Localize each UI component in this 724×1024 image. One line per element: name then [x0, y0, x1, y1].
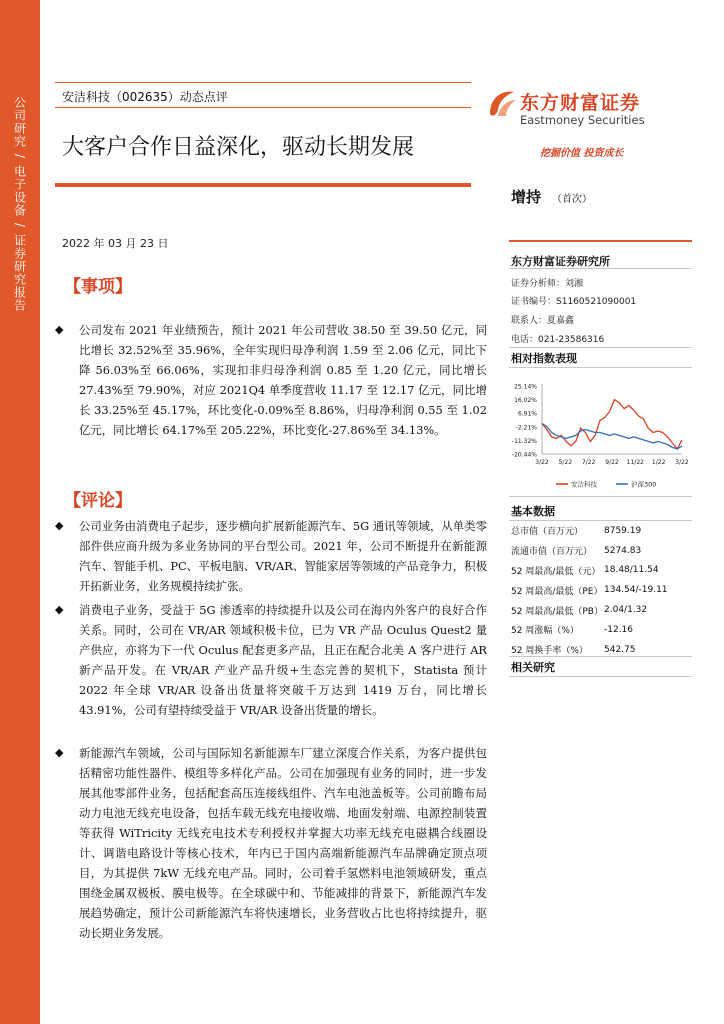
eastmoney-logo-icon [486, 86, 518, 120]
rating-value: 增持 [511, 188, 542, 206]
y-tick-label: 6.91% [517, 410, 537, 418]
divider [509, 367, 692, 368]
key-data-row [511, 620, 692, 640]
sidebar-part: 电子设备 [12, 165, 27, 218]
y-tick-label: 16.02% [514, 397, 537, 405]
key-data-value: 542.75 [604, 644, 636, 655]
relative-performance-chart [506, 376, 692, 494]
key-data-table [511, 521, 692, 660]
rating-rule [509, 240, 692, 242]
brand-name-en: Eastmoney Securities [520, 113, 645, 127]
key-data-value: 134.54/-19.11 [604, 585, 668, 596]
x-tick-label: 11/22 [626, 459, 644, 466]
sidebar-separator: / [13, 154, 27, 160]
x-tick-label: 5/22 [558, 459, 573, 466]
sidebar-part: 公司研究 [12, 96, 27, 148]
key-data-label: 52 周最高/最低（PB） [511, 606, 603, 617]
series-line-index [542, 424, 682, 449]
key-data-label: 52 周最高/最低（元） [511, 566, 601, 577]
key-data-label: 流通市值（百万元） [511, 547, 593, 558]
key-data-label: 52 周最高/最低（PE） [511, 586, 603, 597]
series-line-stock [542, 400, 682, 449]
key-data-row [511, 580, 692, 600]
x-tick-label: 7/22 [581, 459, 596, 466]
report-type: 安洁科技（002635）动态点评 [62, 90, 228, 104]
page-title: 大客户合作日益深化，驱动长期发展 [62, 135, 415, 160]
bullet-icon: ◆ [55, 519, 64, 532]
bullet-icon: ◆ [55, 603, 64, 616]
divider [509, 676, 692, 677]
sidebar-bar [0, 0, 40, 1024]
brand-slogan: 挖掘价值 投资成长 [540, 148, 624, 159]
key-data-value: 2.04/1.32 [604, 605, 648, 616]
title-rule [55, 183, 471, 187]
y-tick-label: -11.32% [511, 437, 537, 445]
institute-name: 东方财富证券研究所 [511, 255, 610, 268]
key-data-label: 总市值（百万元） [511, 527, 584, 538]
paragraph: 公司业务由消费电子起步，逐步横向扩展新能源汽车、5G 通讯等领域，从单类零部件供应商升级为多业务协同的平台型公司。2021 年，公司不断提升在新能源汽车、智能手机、PC、平板电脑、VR/AR、智能家居等领域的产品竞争力，积极开拓新业务，业务规模持续扩张。 [79, 519, 487, 593]
report-date: 2022 年 03 月 23 日 [62, 237, 169, 250]
rating-note: （首次） [552, 194, 592, 205]
related-research-heading: 相关研究 [511, 661, 555, 674]
key-data-row [511, 521, 692, 541]
key-data-label: 52 周换手率（%） [511, 646, 588, 657]
x-tick-label: 1/22 [651, 459, 666, 466]
certificate-number: 证书编号：S1160521090001 [511, 297, 637, 307]
contact-phone: 电话：021-23586316 [511, 335, 605, 345]
key-data-value: 8759.19 [604, 525, 642, 536]
analyst-name: 证券分析师：刘湘 [511, 279, 584, 289]
contact-person: 联系人：夏嘉鑫 [511, 316, 575, 326]
key-data-heading: 基本数据 [511, 505, 555, 518]
key-data-label: 52 周涨幅（%） [511, 626, 579, 637]
key-data-row [511, 600, 692, 620]
bullet-icon: ◆ [55, 746, 64, 759]
x-tick-label: 3/22 [675, 459, 689, 466]
paragraph: 新能源汽车领域，公司与国际知名新能源车厂建立深度合作关系，为客户提供包括精密功能性器件、模组等多样化产品。公司在加强现有业务的同时，进一步发展其他零部件业务，包括配套高压连接线组件、汽车电池盖板等。公司前瞻布局动力电池无线充电设备，包括车载无线充电接收端、地面发射端、电源控制装置等获得 WiTricity 无线充电技术专利授权并掌握大功率无线充电磁耦合线圈设计、调谐电路设计等核心技术，年内已于国内高端新能源汽车品牌确定顶点项目，为其提供 7kW 无线充电产品。同时，公司着手氢燃料电池领域研发，重点围绕金属双极板、膜电极等。在全球碳中和、节能减排的背景下，新能源汽车发展趋势确定，预计公司新能源汽车将快速增长，业务营收占比也将持续提升，驱动长期业务发展。 [79, 746, 487, 940]
key-data-value: 18.48/11.54 [604, 565, 659, 576]
legend-label: 沪深300 [631, 480, 657, 489]
key-data-value: 5274.83 [604, 545, 642, 556]
x-tick-label: 3/22 [535, 459, 549, 466]
key-data-value: -12.16 [604, 624, 634, 635]
x-tick-label: 9/22 [605, 459, 619, 466]
paragraph: 消费电子业务，受益于 5G 渗透率的持续提升以及公司在海内外客户的良好合作关系。同时，公司在 VR/AR 领域积极卡位，已为 VR 产品 Oculus Quest2 量产供应，亦将为下一代 Oculus 配套更多产品，且正在配合北美 A 客户进行 AR 新产品开发。在 VR/AR 产业产品升级+生态完善的契机下，Statista 预计 2022 年全球 VR/AR 设备出货量将突破千万达到 1419 万台，同比增长 43.91%，公司有望持续受益于 VR/AR 设备出货量的增长。 [79, 603, 487, 717]
sidebar-part: 证券研究报告 [12, 234, 27, 313]
index-perf-heading: 相对指数表现 [511, 352, 577, 365]
header-rule [55, 82, 471, 83]
bullet-icon: ◆ [55, 323, 64, 336]
y-tick-label: 25.14% [514, 383, 537, 391]
brand-name: 东方财富证券 [520, 92, 641, 114]
header-rule [55, 107, 471, 108]
y-tick-label: -20.44% [511, 451, 537, 459]
section-heading-matter: 【事项】 [64, 277, 132, 297]
divider [509, 496, 692, 497]
section-heading-comment: 【评论】 [64, 491, 132, 511]
sidebar-separator: / [13, 223, 27, 229]
paragraph: 公司发布 2021 年业绩预告，预计 2021 年公司营收 38.50 至 39.50 亿元，同比增长 32.52%至 35.96%，全年实现归母净利润 1.59 至 2.06 亿元，同比下降 56.03%至 66.06%，实现扣非归母净利润 0.85 至 1.20 亿元，同比增长 27.43%至 79.90%，对应 2021Q4 单季度营收 11.17 至 12.17 亿元，同比增长 33.25%至 45.17%，环比变化-0.09%至 8.86%，归母净利润 0.55 至 1.02 亿元，同比增长 64.17%至 205.22%，环比变化-27.86%至 34.13%。 [79, 323, 487, 437]
y-tick-label: -2.21% [515, 424, 537, 432]
sidebar-category [0, 96, 40, 312]
divider [509, 268, 692, 269]
legend-label: 安洁科技 [571, 480, 597, 489]
key-data-row [511, 541, 692, 561]
divider [509, 656, 692, 657]
key-data-row [511, 561, 692, 581]
divider [509, 347, 692, 348]
